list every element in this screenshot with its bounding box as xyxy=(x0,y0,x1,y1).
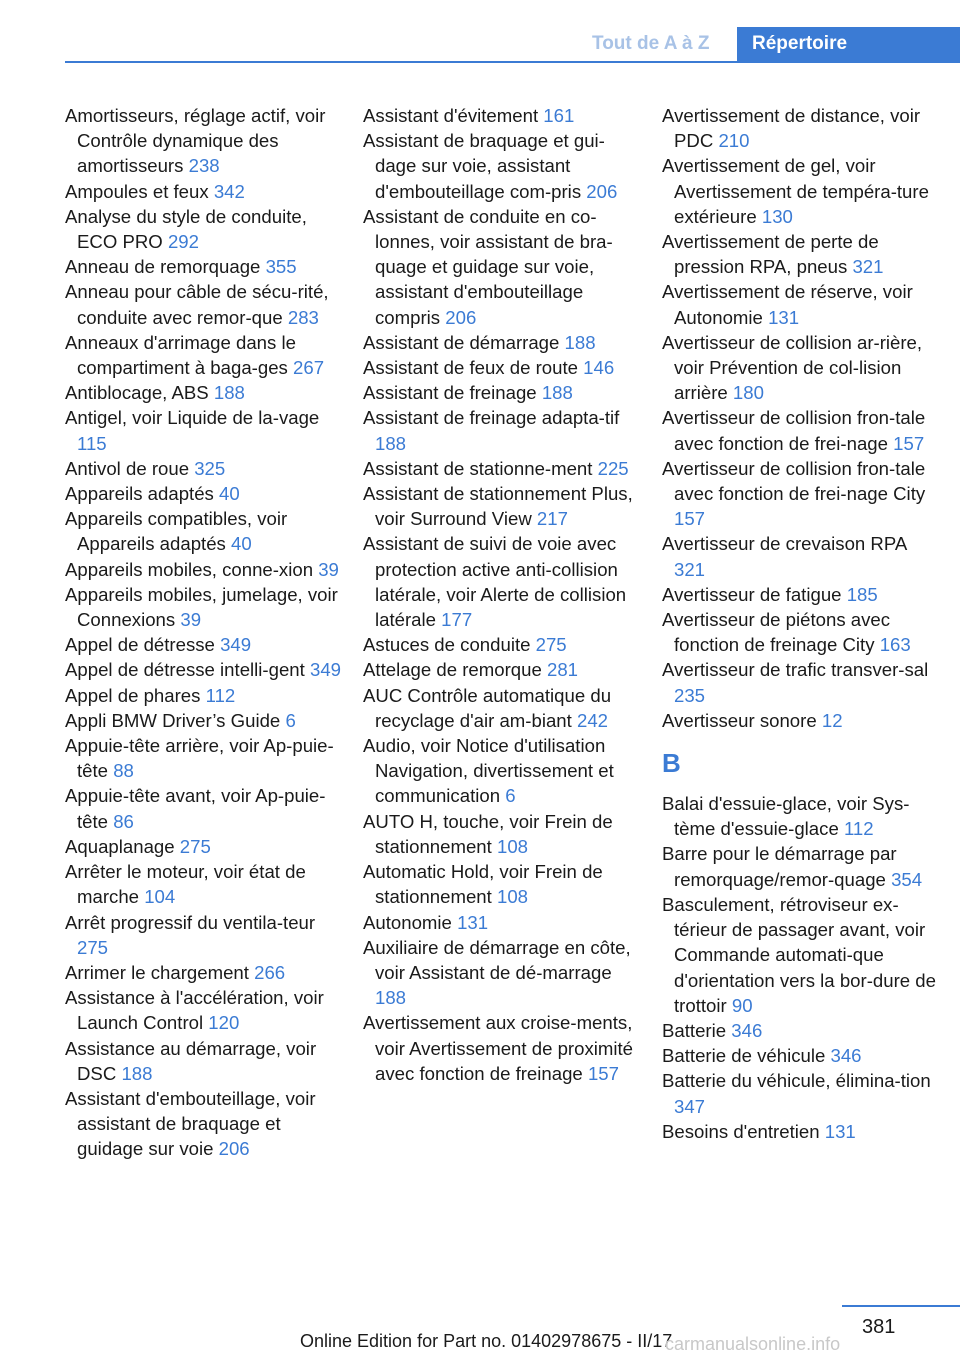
page-number: 381 xyxy=(862,1316,896,1338)
index-entry xyxy=(363,128,643,204)
entry-term: Auxiliaire de démarrage en côte, voir Assistant de dé‐marrage xyxy=(363,936,631,983)
header-tab-az: Tout de A à Z xyxy=(592,33,710,54)
entry-term: Anneau pour câble de sécu‐rité, conduite avec remor‐que xyxy=(65,281,329,328)
entry-page-link[interactable]: 146 xyxy=(583,357,615,379)
entry-term: Assistant d'évitement xyxy=(363,105,539,126)
entry-term: Amortisseurs, réglage actif, voir Contrôle dynamique des amortisseurs xyxy=(65,105,326,177)
entry-page-link[interactable]: 115 xyxy=(77,432,107,454)
entry-page-link[interactable]: 188 xyxy=(121,1062,153,1084)
index-column-1 xyxy=(65,103,345,1162)
entry-term: Appli BMW Driver’s Guide xyxy=(65,709,281,731)
index-entry xyxy=(662,1068,942,1118)
entry-term: Appareils mobiles, conne‐xion xyxy=(65,558,314,580)
entry-page-link[interactable]: 347 xyxy=(674,1095,706,1117)
index-entry xyxy=(65,657,345,682)
entry-term: Barre pour le démarrage par remorquage/remor‐quage xyxy=(662,843,897,890)
index-entry xyxy=(363,910,643,935)
entry-term: Assistance au démarrage, voir DSC xyxy=(65,1037,317,1084)
entry-term: Assistant de freinage adapta‐tif xyxy=(363,407,620,429)
index-entry xyxy=(662,229,942,279)
entry-term: Avertisseur sonore xyxy=(662,709,817,731)
entry-term: Attelage de remorque xyxy=(363,659,542,681)
index-entry xyxy=(363,733,643,809)
entry-term: Avertissement aux croise‐ments, voir Avertissement de proximité avec fonction de freinage xyxy=(363,1012,634,1084)
index-entry xyxy=(65,557,345,582)
entry-term: Appuie-tête arrière, voir Ap‐puie-tête xyxy=(65,735,334,782)
index-entry xyxy=(65,1086,345,1162)
entry-term: Ampoules et feux xyxy=(65,180,209,202)
entry-page-link[interactable]: 275 xyxy=(179,835,211,857)
index-entry xyxy=(65,733,345,783)
entry-term: Aquaplanage xyxy=(65,835,175,857)
index-entry xyxy=(363,1010,643,1086)
index-entry xyxy=(65,380,345,405)
entry-term: Avertissement de distance, voir PDC xyxy=(662,105,921,152)
index-entry xyxy=(662,330,942,406)
entry-page-link[interactable]: 354 xyxy=(891,868,923,890)
entry-page-link[interactable]: 275 xyxy=(77,936,109,958)
index-entry xyxy=(662,1018,942,1043)
entry-term: Assistant de braquage et gui‐dage sur voie, assistant d'embouteillage com‐pris xyxy=(363,130,605,202)
header-tab-repertoire: Répertoire xyxy=(737,27,960,61)
index-entry xyxy=(363,809,643,859)
entry-page-link[interactable]: 185 xyxy=(846,583,878,605)
watermark: carmanualsonline.info xyxy=(665,1334,841,1354)
index-entry xyxy=(662,892,942,1018)
entry-page-link[interactable]: 349 xyxy=(220,634,252,656)
entry-term: Assistant de freinage xyxy=(363,382,537,404)
entry-term: Audio, voir Notice d'utilisation Navigation, divertissement et communication xyxy=(363,735,614,807)
index-entry xyxy=(363,204,643,330)
entry-page-link[interactable]: 163 xyxy=(879,634,911,656)
index-entry xyxy=(65,708,345,733)
entry-term: Avertisseur de piétons avec fonction de freinage City xyxy=(662,609,891,656)
entry-page-link[interactable]: 112 xyxy=(843,818,874,840)
entry-page-link[interactable]: 88 xyxy=(113,760,134,782)
entry-page-link[interactable]: 188 xyxy=(375,987,407,1009)
entry-page-link[interactable]: 325 xyxy=(194,457,226,479)
entry-page-link[interactable]: 130 xyxy=(761,205,793,227)
entry-page-link[interactable]: 217 xyxy=(536,508,568,530)
index-entry xyxy=(65,279,345,329)
index-entry xyxy=(65,506,345,556)
index-entry xyxy=(363,683,643,733)
index-entry xyxy=(662,153,942,229)
entry-term: Appel de détresse xyxy=(65,634,215,656)
entry-term: Appareils adaptés xyxy=(65,483,214,505)
entry-page-link[interactable]: 349 xyxy=(309,659,342,681)
entry-page-link[interactable]: 206 xyxy=(218,1138,250,1160)
entry-term: Batterie du véhicule, élimina‐tion xyxy=(662,1070,931,1092)
index-entry xyxy=(65,960,345,985)
entry-page-link[interactable]: 292 xyxy=(167,231,199,253)
entry-page-link[interactable]: 157 xyxy=(893,432,925,454)
index-entry xyxy=(65,1036,345,1086)
index-entry xyxy=(662,279,942,329)
entry-page-link[interactable]: 342 xyxy=(213,180,245,202)
entry-term: Avertisseur de collision ar‐rière, voir Prévention de col‐lision arrière xyxy=(662,331,923,404)
entry-page-link[interactable]: 235 xyxy=(674,684,706,706)
entry-term: Appel de phares xyxy=(65,684,201,706)
index-entry xyxy=(65,683,345,708)
index-entry xyxy=(363,330,643,355)
entry-page-link[interactable]: 6 xyxy=(285,709,296,731)
index-entry xyxy=(65,456,345,481)
entry-page-link[interactable]: 283 xyxy=(287,306,319,328)
entry-page-link[interactable]: 131 xyxy=(768,306,800,328)
entry-term: Assistant de conduite en co‐lonnes, voir assistant de bra‐quage et guidage sur voie, assistant d'embouteillage compris xyxy=(363,205,613,328)
index-entry xyxy=(65,330,345,380)
index-entry xyxy=(363,935,643,1011)
index-entry xyxy=(363,531,643,632)
entry-term: Batterie de véhicule xyxy=(662,1045,826,1067)
entry-term: Avertisseur de trafic transver‐sal xyxy=(662,659,929,681)
index-entry xyxy=(363,355,643,380)
index-entry xyxy=(662,708,942,733)
entry-term: Analyse du style de conduite, ECO PRO xyxy=(65,205,307,253)
entry-term: Assistant de démarrage xyxy=(363,331,560,353)
entry-term: Astuces de conduite xyxy=(363,634,531,656)
entry-page-link[interactable]: 267 xyxy=(293,357,325,379)
index-column-3 xyxy=(662,103,942,1144)
entry-page-link[interactable]: 12 xyxy=(821,709,843,731)
entry-page-link[interactable]: 108 xyxy=(496,886,529,908)
index-entry xyxy=(363,103,643,128)
entry-page-link[interactable]: 157 xyxy=(587,1062,619,1084)
index-entry xyxy=(65,481,345,506)
entry-term: Assistant d'embouteillage, voir assistant de braquage et guidage sur voie xyxy=(65,1087,316,1160)
entry-term: Assistant de stationnement Plus, voir Surround View xyxy=(363,483,633,530)
entry-page-link[interactable]: 40 xyxy=(219,483,240,505)
entry-term: Balai d'essuie-glace, voir Sys‐tème d'essuie-glace xyxy=(662,793,910,840)
entry-term: Assistant de stationne‐ment xyxy=(363,457,593,479)
index-entry xyxy=(662,531,942,581)
index-entry xyxy=(662,791,942,841)
index-entry xyxy=(363,380,643,405)
entry-page-link[interactable]: 321 xyxy=(674,558,706,580)
entry-term: AUC Contrôle automatique du recyclage d'air am‐biant xyxy=(363,684,612,731)
index-entry xyxy=(65,405,345,455)
entry-term: Avertissement de perte de pression RPA, pneus xyxy=(662,231,879,278)
section-letter: B xyxy=(662,748,681,779)
entry-page-link[interactable]: 210 xyxy=(718,130,750,152)
entry-term: AUTO H, touche, voir Frein de stationnement xyxy=(363,810,613,857)
index-entry xyxy=(65,179,345,204)
entry-page-link[interactable]: 112 xyxy=(205,684,236,706)
entry-page-link[interactable]: 90 xyxy=(731,994,753,1016)
entry-page-link[interactable]: 6 xyxy=(505,785,516,807)
entry-term: Autonomie xyxy=(363,911,452,933)
entry-page-link[interactable]: 242 xyxy=(576,709,609,731)
entry-page-link[interactable]: 108 xyxy=(496,835,529,857)
entry-page-link[interactable]: 275 xyxy=(535,634,567,656)
index-entry xyxy=(662,103,942,153)
entry-page-link[interactable]: 346 xyxy=(731,1019,763,1041)
entry-term: Appuie-tête avant, voir Ap‐puie-tête xyxy=(65,785,326,832)
index-entry xyxy=(662,1043,942,1068)
index-entry xyxy=(662,405,942,455)
entry-term: Appareils compatibles, voir Appareils adaptés xyxy=(65,508,288,555)
index-entry xyxy=(662,841,942,891)
index-entry xyxy=(662,657,942,707)
index-entry xyxy=(662,456,942,532)
index-entry xyxy=(65,204,345,254)
entry-page-link[interactable]: 131 xyxy=(824,1120,856,1142)
entry-page-link[interactable]: 39 xyxy=(180,609,202,631)
page-number-rule xyxy=(842,1305,960,1307)
entry-term: Appel de détresse intelli‐gent xyxy=(65,659,305,681)
entry-page-link[interactable]: 188 xyxy=(541,382,573,404)
entry-term: Avertissement de gel, voir Avertissement de tempéra‐ture extérieure xyxy=(662,155,929,227)
entry-page-link[interactable]: 355 xyxy=(265,256,297,278)
index-entry xyxy=(363,632,643,657)
entry-page-link[interactable]: 321 xyxy=(852,256,884,278)
entry-page-link[interactable]: 346 xyxy=(830,1045,862,1067)
index-entry xyxy=(65,254,345,279)
entry-page-link[interactable]: 188 xyxy=(213,382,245,404)
index-column-2 xyxy=(363,103,643,1086)
entry-page-link[interactable]: 39 xyxy=(318,558,339,580)
index-entry xyxy=(65,859,345,909)
entry-term: Batterie xyxy=(662,1019,727,1041)
entry-page-link[interactable]: 225 xyxy=(597,457,629,479)
edition-footer: Online Edition for Part no. 01402978675 - II/17 xyxy=(300,1331,673,1351)
entry-term: Avertisseur de collision fron‐tale avec fonction de frei‐nage xyxy=(662,407,926,454)
entry-term: Assistance à l'accélération, voir Launch Control xyxy=(65,987,324,1034)
entry-term: Arrêt progressif du ventila‐teur xyxy=(65,911,316,933)
entry-term: Anneau de remorquage xyxy=(65,256,261,278)
entry-term: Avertissement de réserve, voir Autonomie xyxy=(662,281,913,328)
index-entry xyxy=(662,582,942,607)
index-entry xyxy=(363,456,643,481)
entry-term: Automatic Hold, voir Frein de stationnement xyxy=(363,861,603,908)
entry-term: Assistant de suivi de voie avec protection active anti‐collision latérale, voir Alerte de collision latérale xyxy=(363,533,627,631)
entry-page-link[interactable]: 188 xyxy=(375,432,407,454)
index-entry xyxy=(363,859,643,909)
entry-page-link[interactable]: 177 xyxy=(441,609,473,631)
index-entry xyxy=(65,985,345,1035)
index-entry xyxy=(65,834,345,859)
entry-term: Antiblocage, ABS xyxy=(65,382,209,404)
entry-term: Basculement, rétroviseur ex‐térieur de passager avant, voir Commande automati‐que d'orientation vers la bor‐dure de trottoir xyxy=(662,893,936,1016)
entry-page-link[interactable]: 266 xyxy=(254,961,286,983)
entry-page-link[interactable]: 206 xyxy=(586,180,618,202)
entry-term: Antigel, voir Liquide de la‐vage xyxy=(65,407,320,429)
entry-page-link[interactable]: 180 xyxy=(732,382,764,404)
entry-page-link[interactable]: 86 xyxy=(113,810,134,832)
entry-page-link[interactable]: 188 xyxy=(564,331,596,353)
index-entry xyxy=(662,1119,942,1144)
entry-page-link[interactable]: 238 xyxy=(188,155,220,177)
entry-page-link[interactable]: 161 xyxy=(543,105,575,126)
index-entry xyxy=(662,607,942,657)
index-entry xyxy=(363,481,643,531)
entry-page-link[interactable]: 40 xyxy=(231,533,252,555)
entry-page-link[interactable]: 157 xyxy=(674,508,706,530)
index-entry xyxy=(65,103,345,179)
entry-term: Antivol de roue xyxy=(65,457,190,479)
entry-term: Anneaux d'arrimage dans le compartiment à baga‐ges xyxy=(65,331,296,379)
index-entry xyxy=(65,910,345,960)
entry-page-link[interactable]: 206 xyxy=(445,306,477,328)
entry-page-link[interactable]: 131 xyxy=(457,911,489,933)
header-rule xyxy=(65,61,960,63)
index-entry xyxy=(65,783,345,833)
index-entry xyxy=(65,582,345,632)
index-entry xyxy=(363,405,643,455)
entry-term: Arrêter le moteur, voir état de marche xyxy=(65,861,306,908)
entry-term: Appareils mobiles, jumelage, voir Connexions xyxy=(65,583,338,631)
entry-term: Arrimer le chargement xyxy=(65,961,249,983)
entry-term: Avertisseur de collision fron‐tale avec fonction de frei‐nage City xyxy=(662,457,926,505)
entry-term: Avertisseur de fatigue xyxy=(662,583,842,605)
entry-page-link[interactable]: 104 xyxy=(144,886,176,908)
entry-term: Avertisseur de crevaison RPA xyxy=(662,533,907,555)
entry-page-link[interactable]: 120 xyxy=(208,1012,240,1034)
entry-term: Assistant de feux de route xyxy=(363,357,578,379)
index-entry xyxy=(65,632,345,657)
index-entry xyxy=(363,657,643,682)
entry-page-link[interactable]: 281 xyxy=(547,659,579,681)
entry-term: Besoins d'entretien xyxy=(662,1120,820,1142)
